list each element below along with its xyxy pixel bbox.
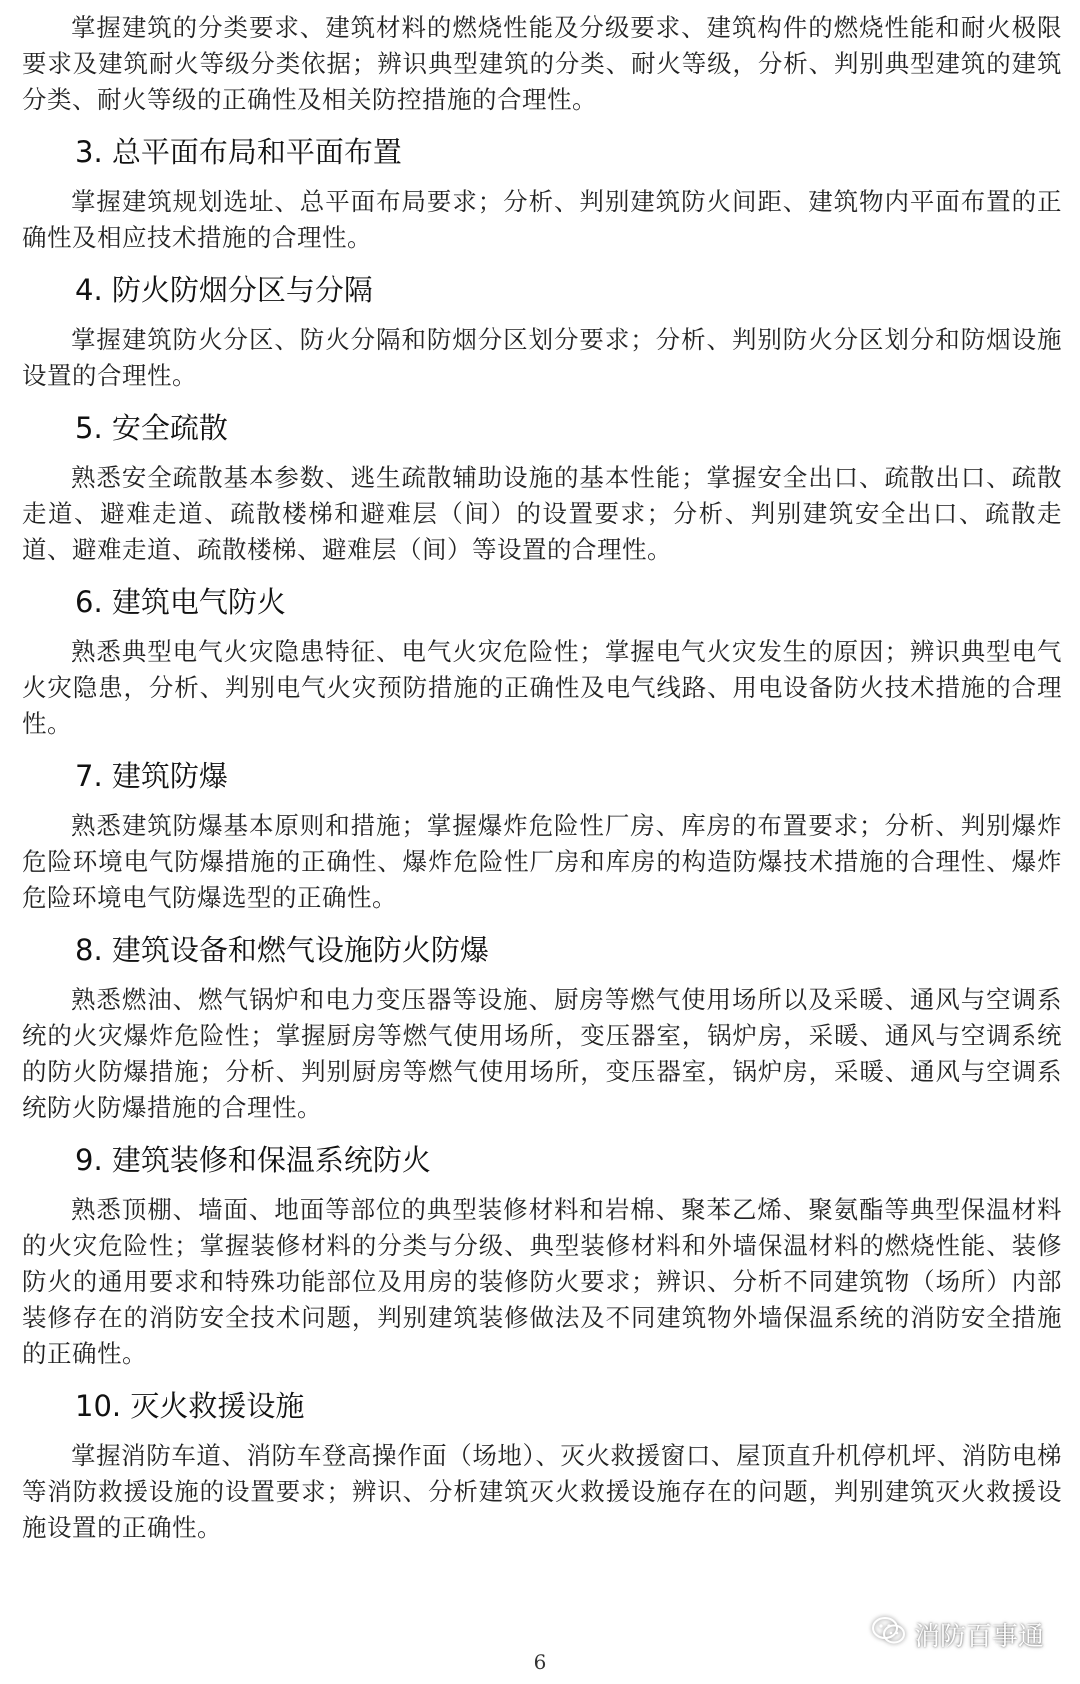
section-4 <box>22 272 1062 394</box>
page-number: 6 <box>533 1650 547 1674</box>
watermark-text: 消防百事通 <box>913 1622 1044 1652</box>
section-body: 熟悉燃油、燃气锅炉和电力变压器等设施、厨房等燃气使用场所以及采暖、通风与空调系统的火灾爆炸危险性；掌握厨房等燃气使用场所，变压器室，锅炉房，采暖、通风与空调系统的防火防爆措施；分析、判别厨房等燃气使用场所，变压器室，锅炉房，采暖、通风与空调系统防火防爆措施的合理性。 <box>22 985 1062 1122</box>
section-3 <box>22 134 1062 256</box>
section-9 <box>22 1142 1062 1372</box>
section-heading: 10. 灭火救援设施 <box>75 1389 305 1423</box>
section-heading: 9. 建筑装修和保温系统防火 <box>75 1143 431 1177</box>
section-heading: 8. 建筑设备和燃气设施防火防爆 <box>75 933 489 967</box>
section-body: 熟悉典型电气火灾隐患特征、电气火灾危险性；掌握电气火灾发生的原因；辨识典型电气火灾隐患，分析、判别电气火灾预防措施的正确性及电气线路、用电设备防火技术措施的合理性。 <box>22 637 1062 738</box>
intro-paragraph: 掌握建筑的分类要求、建筑材料的燃烧性能及分级要求、建筑构件的燃烧性能和耐火极限要求及建筑耐火等级分类依据；辨识典型建筑的分类、耐火等级，分析、判别典型建筑的建筑分类、耐火等级的正确性及相关防控措施的合理性。 <box>22 13 1062 114</box>
section-body: 熟悉建筑防爆基本原则和措施；掌握爆炸危险性厂房、库房的布置要求；分析、判别爆炸危险环境电气防爆措施的正确性、爆炸危险性厂房和库房的构造防爆技术措施的合理性、爆炸危险环境电气防爆选型的正确性。 <box>22 811 1062 912</box>
section-heading: 6. 建筑电气防火 <box>75 585 286 619</box>
section-heading: 3. 总平面布局和平面布置 <box>75 135 402 169</box>
section-body: 掌握消防车道、消防车登高操作面（场地）、灭火救援窗口、屋顶直升机停机坪、消防电梯等消防救援设施的设置要求；辨识、分析建筑灭火救援设施存在的问题，判别建筑灭火救援设施设置的正确性。 <box>22 1441 1062 1542</box>
section-heading: 7. 建筑防爆 <box>75 759 228 793</box>
watermark <box>872 1616 1044 1653</box>
section-heading: 5. 安全疏散 <box>75 411 228 445</box>
section-6 <box>22 584 1062 742</box>
wechat-icon <box>872 1617 906 1652</box>
section-10 <box>22 1388 1062 1546</box>
section-body: 熟悉顶棚、墙面、地面等部位的典型装修材料和岩棉、聚苯乙烯、聚氨酯等典型保温材料的火灾危险性；掌握装修材料的分类与分级、典型装修材料和外墙保温材料的燃烧性能、装修防火的通用要求和特殊功能部位及用房的装修防火要求；辨识、分析不同建筑物（场所）内部装修存在的消防安全技术问题，判别建筑装修做法及不同建筑物外墙保温系统的消防安全措施的正确性。 <box>22 1195 1062 1368</box>
section-7 <box>22 758 1062 916</box>
section-body: 掌握建筑防火分区、防火分隔和防烟分区划分要求；分析、判别防火分区划分和防烟设施设置的合理性。 <box>22 325 1062 390</box>
section-8 <box>22 932 1062 1126</box>
section-5 <box>22 410 1062 568</box>
section-body: 掌握建筑规划选址、总平面布局要求；分析、判别建筑防火间距、建筑物内平面布置的正确性及相应技术措施的合理性。 <box>22 187 1062 252</box>
section-heading: 4. 防火防烟分区与分隔 <box>75 273 373 307</box>
section-body: 熟悉安全疏散基本参数、逃生疏散辅助设施的基本性能；掌握安全出口、疏散出口、疏散走道、避难走道、疏散楼梯和避难层（间）的设置要求；分析、判别建筑安全出口、疏散走道、避难走道、疏散楼梯、避难层（间）等设置的合理性。 <box>22 463 1062 564</box>
